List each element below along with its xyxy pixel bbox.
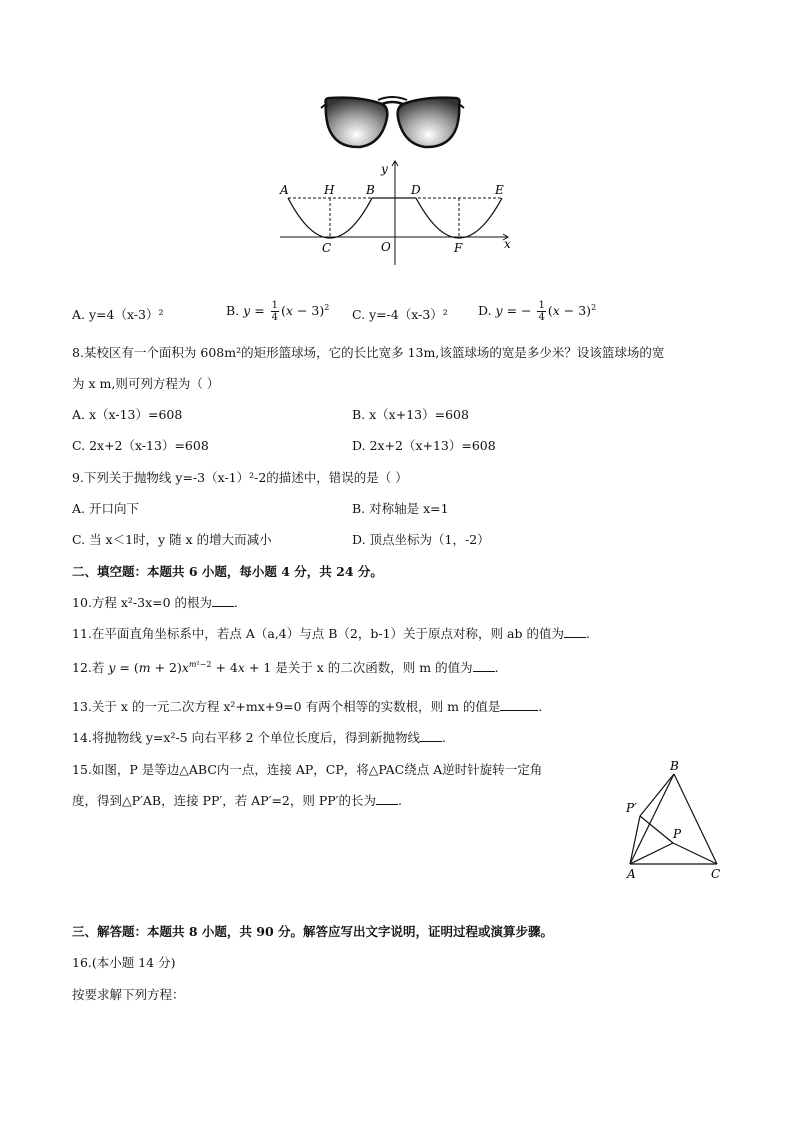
q8-option-c: C. 2x+2（x-13）=608	[72, 438, 209, 453]
tri-label-P-prime: P′	[626, 801, 637, 815]
q7-option-b: B. y = $\frac{1}{4}$ $(x - 3)^2$	[226, 300, 330, 323]
label-B: B	[366, 183, 375, 197]
q10: 10.方程 x²-3x=0 的根为 .	[72, 595, 239, 610]
q8-option-d: D. 2x+2（x+13）=608	[352, 438, 496, 453]
label-x: x	[504, 237, 511, 251]
q8-stem-line2: 为 x m,则可列方程为（ ）	[72, 376, 220, 391]
label-A: A	[280, 183, 289, 197]
q9-option-c: C. 当 x＜1时，y 随 x 的增大而减小	[72, 532, 272, 547]
q16-title: 16.(本小题 14 分)	[72, 955, 176, 970]
q11: 11.在平面直角坐标系中，若点 A（a,4）与点 B（2，b-1）关于原点对称，则 ab 的值为 .	[72, 626, 590, 641]
sunglasses-illustration	[320, 92, 465, 152]
q12: 12.若 $y = (m + 2)x^{m^2-2} + 4x + 1$ 是关于 x 的二次函数，则 m 的值为 .	[72, 660, 499, 675]
q8-option-b: B. x（x+13）=608	[352, 407, 469, 422]
q16-body: 按要求解下列方程：	[72, 987, 185, 1002]
section-2-heading: 二、填空题：本题共 6 小题，每小题 4 分，共 24 分。	[72, 564, 383, 579]
label-O: O	[381, 240, 391, 254]
label-H: H	[324, 183, 335, 197]
tri-label-P: P	[673, 827, 682, 841]
q9-stem: 9.下列关于抛物线 y=-3（x-1）²-2的描述中，错误的是（ ）	[72, 470, 408, 485]
parabola-figure	[275, 155, 520, 270]
q8-stem-line1: 8.某校区有一个面积为 608m²的矩形篮球场，它的长比宽多 13m,该篮球场的宽是多少米？设该篮球场的宽	[72, 345, 665, 360]
q7-option-c: C. y=-4（x-3）²	[352, 307, 448, 322]
q9-option-b: B. 对称轴是 x=1	[352, 501, 449, 516]
q14: 14.将抛物线 y=x²-5 向右平移 2 个单位长度后，得到新抛物线 .	[72, 730, 446, 745]
section-3-heading: 三、解答题：本题共 8 小题，共 90 分。解答应写出文字说明，证明过程或演算步骤。	[72, 924, 554, 939]
tri-label-C: C	[711, 867, 721, 881]
q13: 13.关于 x 的一元二次方程 x²+mx+9=0 有两个相等的实数根，则 m 的值是 .	[72, 699, 543, 714]
tri-label-A: A	[627, 867, 636, 881]
triangle-figure	[618, 760, 728, 882]
label-E: E	[495, 183, 504, 197]
q7-option-a: A. y=4（x-3）²	[72, 307, 164, 322]
label-y: y	[381, 162, 388, 176]
label-D: D	[411, 183, 421, 197]
label-F: F	[454, 241, 463, 255]
q9-option-d: D. 顶点坐标为（1，-2）	[352, 532, 490, 547]
tri-label-B: B	[670, 760, 679, 773]
q7-option-d: D. y = − $\frac{1}{4}$ $(x - 3)^2$	[478, 300, 597, 323]
label-C: C	[322, 241, 332, 255]
q9-option-a: A. 开口向下	[72, 501, 139, 516]
q15-line2: 度，得到△P′AB，连接 PP′，若 AP′=2，则 PP′的长为 .	[72, 793, 403, 808]
q15-line1: 15.如图，P 是等边△ABC内一点，连接 AP，CP，将△PAC绕点 A逆时针旋转一定角	[72, 762, 543, 777]
q8-option-a: A. x（x-13）=608	[72, 407, 183, 422]
